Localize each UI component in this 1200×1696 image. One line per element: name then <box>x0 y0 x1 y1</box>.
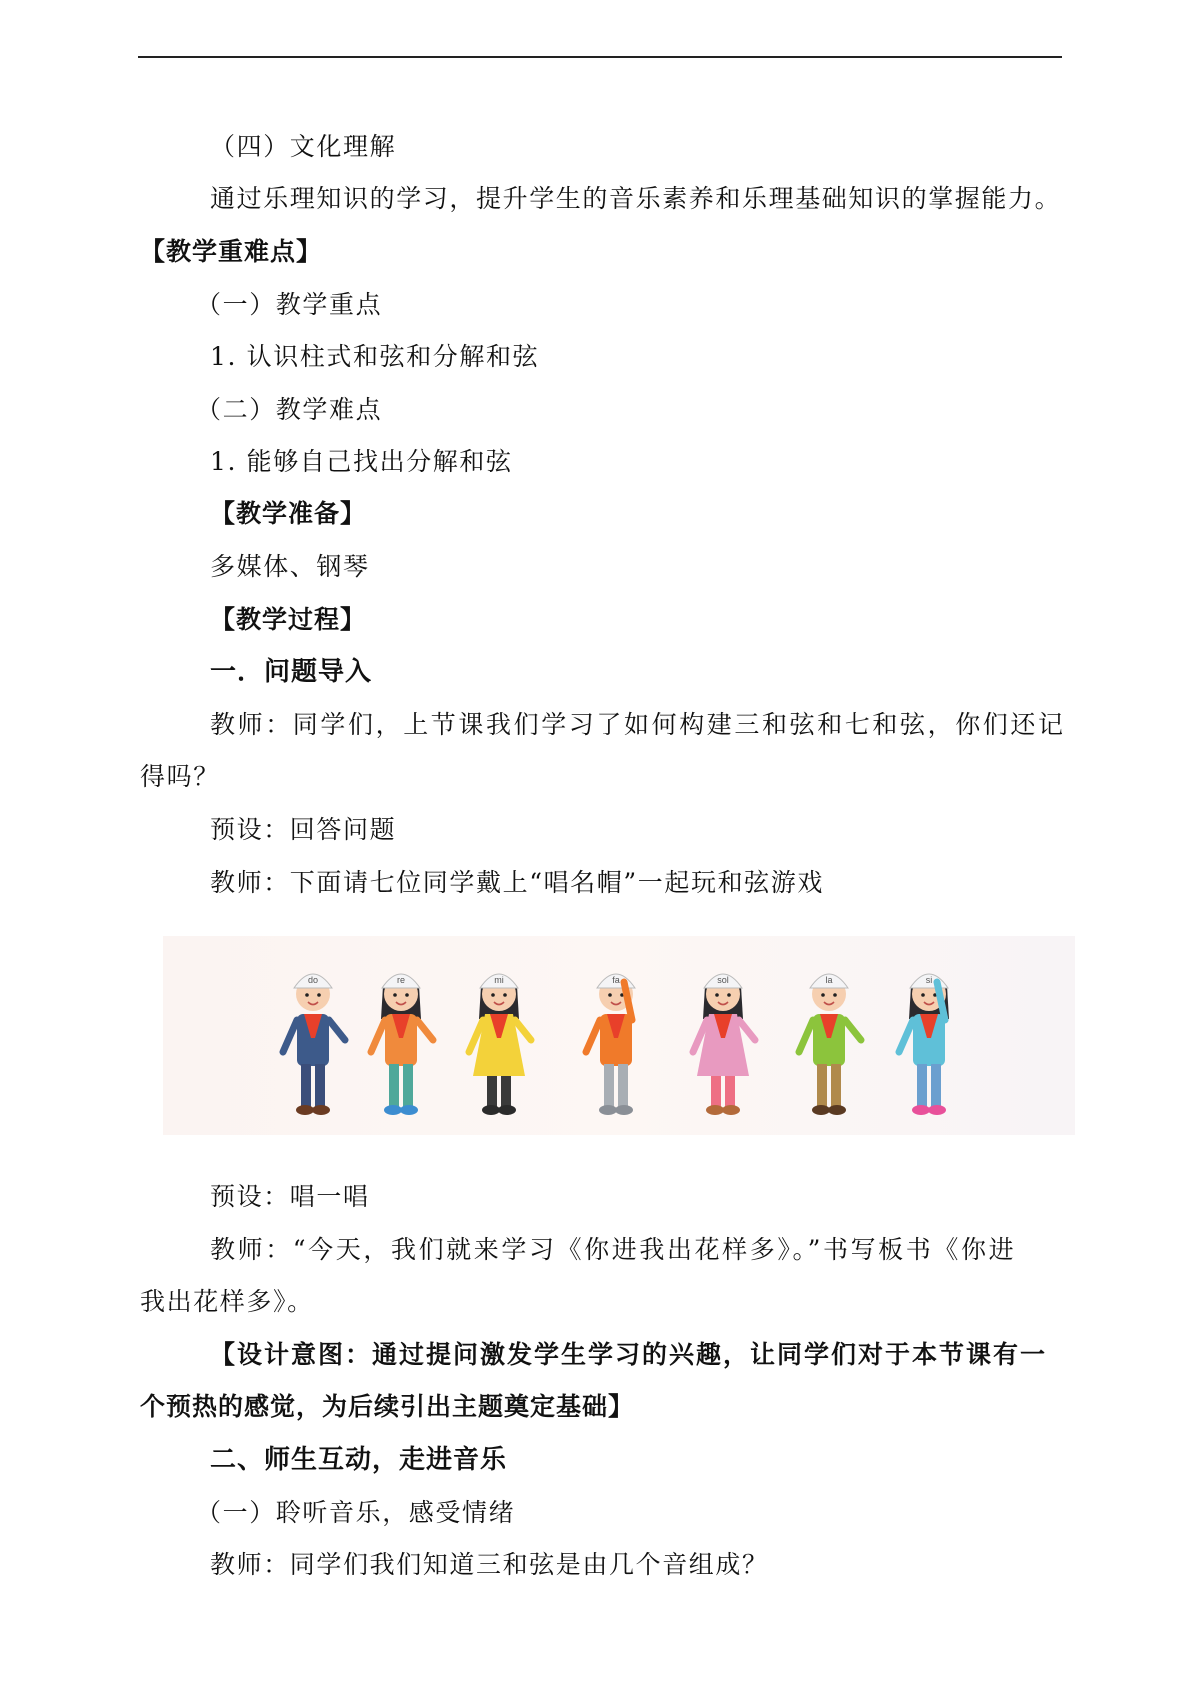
step2-title: 二、师生互动，走进音乐 <box>210 1445 508 1475</box>
eye <box>317 993 321 997</box>
difficult-points-title: （二）教学难点 <box>196 395 383 424</box>
leg <box>711 1076 721 1108</box>
teacher-line-3b: 我出花样多》。 <box>140 1287 314 1316</box>
teacher-line-3a: 教师：“今天，我们就来学习《你进我出花样多》。”书写板书《你进 <box>210 1235 1017 1264</box>
child-figure <box>693 974 755 1115</box>
step1-title: 一．问题导入 <box>210 657 373 687</box>
preparation-heading: 【教学准备】 <box>210 499 367 528</box>
arm <box>283 1020 297 1052</box>
leg <box>831 1064 841 1108</box>
leg <box>725 1076 735 1108</box>
leg <box>917 1064 927 1108</box>
children-illustration <box>163 936 1075 1135</box>
eye <box>305 993 309 997</box>
shoe <box>312 1105 330 1115</box>
shoe <box>498 1105 516 1115</box>
section-culture-title: （四）文化理解 <box>210 132 397 161</box>
child-figure <box>586 974 635 1115</box>
shoe <box>812 1105 830 1115</box>
child-figure <box>899 974 949 1115</box>
leg <box>501 1076 511 1108</box>
eye <box>491 993 495 997</box>
design-intent-b: 个预热的感觉，为后续引出主题奠定基础】 <box>140 1392 635 1421</box>
teacher-line-1b: 得吗？ <box>140 762 220 791</box>
arm <box>799 1020 813 1052</box>
leg <box>403 1064 413 1108</box>
shoe <box>296 1105 314 1115</box>
hat-label: re <box>396 975 406 985</box>
header-rule <box>138 56 1062 58</box>
children-svg <box>163 936 1075 1135</box>
shoe <box>706 1105 724 1115</box>
arm <box>329 1020 345 1040</box>
leg <box>389 1064 399 1108</box>
shoe <box>384 1105 402 1115</box>
leg <box>301 1064 311 1108</box>
leg <box>487 1076 497 1108</box>
key-difficult-heading: 【教学重难点】 <box>140 237 323 266</box>
process-heading: 【教学过程】 <box>210 605 367 634</box>
eye <box>503 993 507 997</box>
teacher-line-1a: 教师：同学们，上节课我们学习了如何构建三和弦和七和弦，你们还记 <box>210 710 1066 739</box>
leg <box>618 1064 628 1108</box>
arm <box>417 1020 433 1040</box>
child-figure <box>469 974 531 1115</box>
leg <box>817 1064 827 1108</box>
leg <box>931 1064 941 1108</box>
hat-label: fa <box>612 975 620 985</box>
hat-label: mi <box>494 975 504 985</box>
child-figure <box>799 974 861 1115</box>
preset-line-1: 预设：回答问题 <box>210 815 397 844</box>
difficult-points-item: 1. 能够自己找出分解和弦 <box>210 447 513 476</box>
arm <box>899 1020 913 1052</box>
preparation-text: 多媒体、钢琴 <box>210 552 370 581</box>
section-culture-text: 通过乐理知识的学习，提升学生的音乐素养和乐理基础知识的掌握能力。 <box>210 184 1062 213</box>
eye <box>393 993 397 997</box>
shoe <box>722 1105 740 1115</box>
hat-label: la <box>825 975 833 985</box>
hat-label: do <box>307 975 319 985</box>
eye <box>727 993 731 997</box>
arm <box>845 1020 861 1040</box>
eye <box>921 993 925 997</box>
shoe <box>912 1105 930 1115</box>
eye <box>608 993 612 997</box>
hat-label: si <box>925 975 933 985</box>
shoe <box>599 1105 617 1115</box>
arm <box>371 1020 385 1052</box>
key-points-item: 1. 认识柱式和弦和分解和弦 <box>210 342 540 371</box>
leg <box>315 1064 325 1108</box>
step2-subtitle: （一）聆听音乐，感受情绪 <box>196 1498 516 1527</box>
key-points-title: （一）教学重点 <box>196 290 383 319</box>
teacher-line-4: 教师：同学们我们知道三和弦是由几个音组成？ <box>210 1550 769 1579</box>
eye <box>833 993 837 997</box>
child-figure <box>371 974 433 1115</box>
shoe <box>928 1105 946 1115</box>
shoe <box>482 1105 500 1115</box>
child-figure <box>283 974 345 1115</box>
shoe <box>400 1105 418 1115</box>
design-intent-a: 【设计意图：通过提问激发学生学习的兴趣，让同学们对于本节课有一 <box>210 1340 1048 1369</box>
shoe <box>828 1105 846 1115</box>
eye <box>405 993 409 997</box>
shoe <box>615 1105 633 1115</box>
leg <box>604 1064 614 1108</box>
eye <box>821 993 825 997</box>
preset-line-2: 预设：唱一唱 <box>210 1182 370 1211</box>
teacher-line-2: 教师：下面请七位同学戴上“唱名帽”一起玩和弦游戏 <box>210 868 824 897</box>
eye <box>715 993 719 997</box>
hat-label: sol <box>717 975 729 985</box>
arm <box>586 1020 600 1052</box>
